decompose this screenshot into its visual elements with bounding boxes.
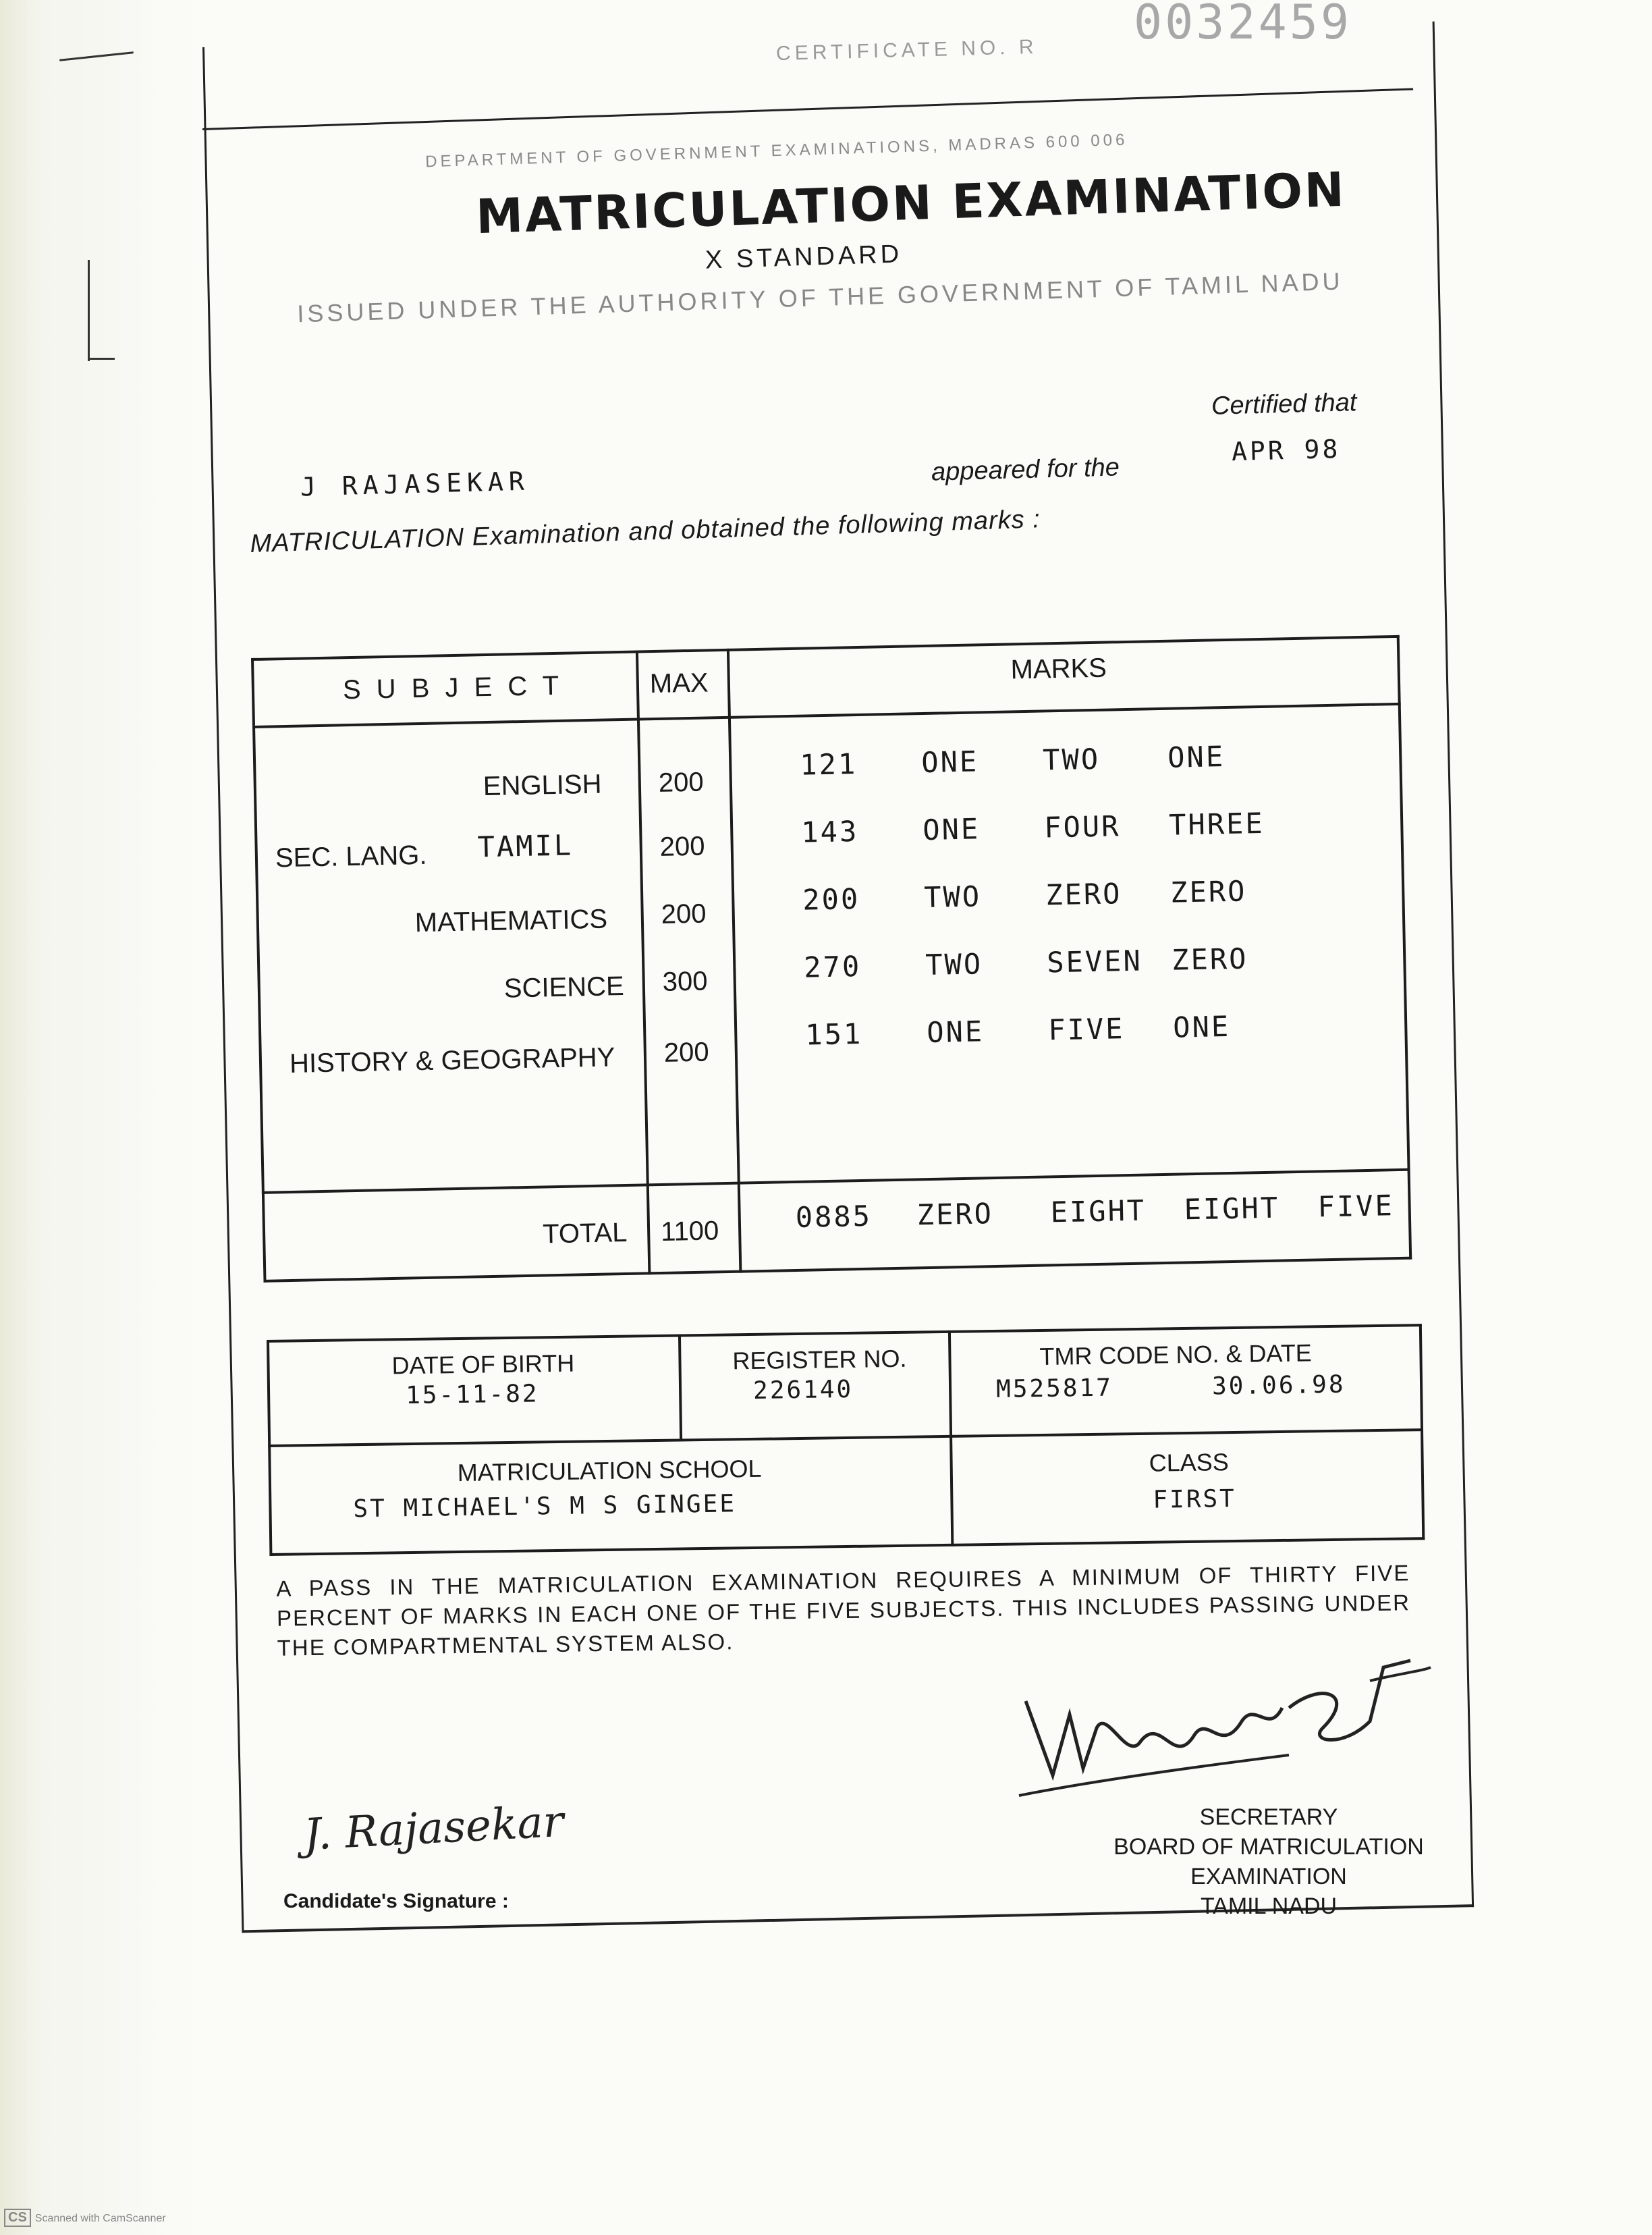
marks-mathematics-word-2: ZERO xyxy=(1045,877,1122,912)
date-of-birth: 15-11-82 xyxy=(405,1380,539,1410)
marks-history-geography-word-3: ONE xyxy=(1172,1009,1231,1044)
secretary-line: TAMIL NADU xyxy=(1200,1893,1338,1919)
subject-history-geography: HISTORY & GEOGRAPHY xyxy=(289,1042,615,1079)
secretary-line: BOARD OF MATRICULATION xyxy=(1113,1834,1424,1860)
marks-science-word-2: SEVEN xyxy=(1046,944,1143,979)
class-label: CLASS xyxy=(1149,1448,1230,1477)
marks-tamil-word-2: FOUR xyxy=(1043,809,1121,844)
max-science: 300 xyxy=(662,966,708,997)
pass-requirement-note: A PASS IN THE MATRICULATION EXAMINATION REQUIRES A MINIMUM OF THIRTY FIVE PERCENT OF MARKS IN EACH ONE OF THE FIVE SUBJECTS. THIS INCLUDES PASSING UNDER THE COMPARTMENTAL SYSTEM ALSO. xyxy=(276,1560,1411,1661)
total-label: TOTAL xyxy=(542,1217,628,1249)
max-english: 200 xyxy=(658,767,705,798)
tmr-date: 30.06.98 xyxy=(1211,1370,1346,1401)
department-line: DEPARTMENT OF GOVERNMENT EXAMINATIONS, MADRAS 600 006 xyxy=(424,130,1128,171)
edge-mark xyxy=(88,358,115,360)
marks-table xyxy=(251,635,1412,1283)
serial-number: 0032459 xyxy=(1134,0,1352,50)
sec-lang-label: SEC. LANG. xyxy=(275,840,427,873)
candidate-signature xyxy=(297,1789,729,1863)
max-history-geography: 200 xyxy=(663,1037,710,1068)
exam-statement: MATRICULATION Examination and obtained the following marks : xyxy=(250,505,1041,558)
max-header: MAX xyxy=(649,668,709,699)
tmr-label: TMR CODE NO. & DATE xyxy=(1039,1339,1313,1371)
marks-history-geography: 151 xyxy=(804,1017,863,1052)
max-tamil: 200 xyxy=(659,831,705,862)
tmr-code: M525817 xyxy=(995,1374,1113,1403)
marks-mathematics-word-3: ZERO xyxy=(1169,874,1247,909)
register-no-label: REGISTER NO. xyxy=(732,1344,907,1375)
marks-tamil-word-1: ONE xyxy=(922,812,981,847)
camscanner-text: Scanned with CamScanner xyxy=(34,2213,166,2224)
marks-mathematics: 200 xyxy=(802,882,860,917)
marks-mathematics-word-1: TWO xyxy=(923,880,982,915)
dob-label: DATE OF BIRTH xyxy=(391,1349,575,1380)
class-value: FIRST xyxy=(1153,1484,1237,1514)
marks-header: MARKS xyxy=(1010,653,1107,685)
school-name: ST MICHAEL'S M S GINGEE xyxy=(353,1490,737,1524)
school-label: MATRICULATION SCHOOL xyxy=(457,1454,762,1487)
secretary-line: SECRETARY xyxy=(1199,1804,1338,1830)
total-marks: 0885 xyxy=(795,1199,873,1234)
marks-science-word-3: ZERO xyxy=(1171,942,1248,977)
total-max: 1100 xyxy=(660,1216,719,1247)
total-marks-words: ZERO EIGHT EIGHT FIVE xyxy=(916,1189,1395,1232)
exam-title: MATRICULATION EXAMINATION xyxy=(475,161,1347,245)
certified-that-text: Certified that xyxy=(1211,388,1357,421)
secretary-block xyxy=(1093,1802,1444,1921)
subject-header: S U B J E C T xyxy=(342,670,563,705)
marks-history-geography-word-1: ONE xyxy=(926,1015,985,1050)
certificate-number-label: CERTIFICATE NO. R xyxy=(775,35,1038,65)
marks-english-word-1: ONE xyxy=(920,745,979,780)
subject-science: SCIENCE xyxy=(503,971,625,1004)
subject-tamil: TAMIL xyxy=(477,828,574,864)
marks-science-word-1: TWO xyxy=(925,947,983,982)
max-mathematics: 200 xyxy=(661,898,707,930)
secretary-signature xyxy=(1006,1640,1437,1809)
details-table xyxy=(267,1324,1425,1556)
edge-mark xyxy=(88,260,90,361)
candidate-name: J RAJASEKAR xyxy=(300,466,530,502)
subject-mathematics: MATHEMATICS xyxy=(414,904,608,938)
appeared-text: appeared for the xyxy=(931,453,1120,487)
marks-tamil-word-3: THREE xyxy=(1168,806,1265,842)
camscanner-badge: CS xyxy=(4,2209,31,2227)
svg-text:J. Rajasekar: J. Rajasekar xyxy=(302,1796,566,1860)
marks-english-word-2: TWO xyxy=(1042,742,1101,777)
marks-tamil: 143 xyxy=(800,814,859,849)
subject-english: ENGLISH xyxy=(483,769,602,802)
secretary-line: EXAMINATION xyxy=(1190,1864,1347,1889)
authority-line: ISSUED UNDER THE AUTHORITY OF THE GOVERNMENT OF TAMIL NADU xyxy=(296,267,1344,328)
marks-english: 121 xyxy=(799,747,858,782)
marks-history-geography-word-2: FIVE xyxy=(1047,1012,1125,1047)
standard-line: X STANDARD xyxy=(705,240,903,275)
exam-month: APR 98 xyxy=(1231,433,1341,467)
scanner-watermark xyxy=(0,2209,166,2227)
marks-english-word-3: ONE xyxy=(1167,740,1226,774)
candidate-signature-label: Candidate's Signature : xyxy=(283,1890,509,1912)
register-number: 226140 xyxy=(752,1375,854,1405)
marks-science: 270 xyxy=(803,949,862,984)
